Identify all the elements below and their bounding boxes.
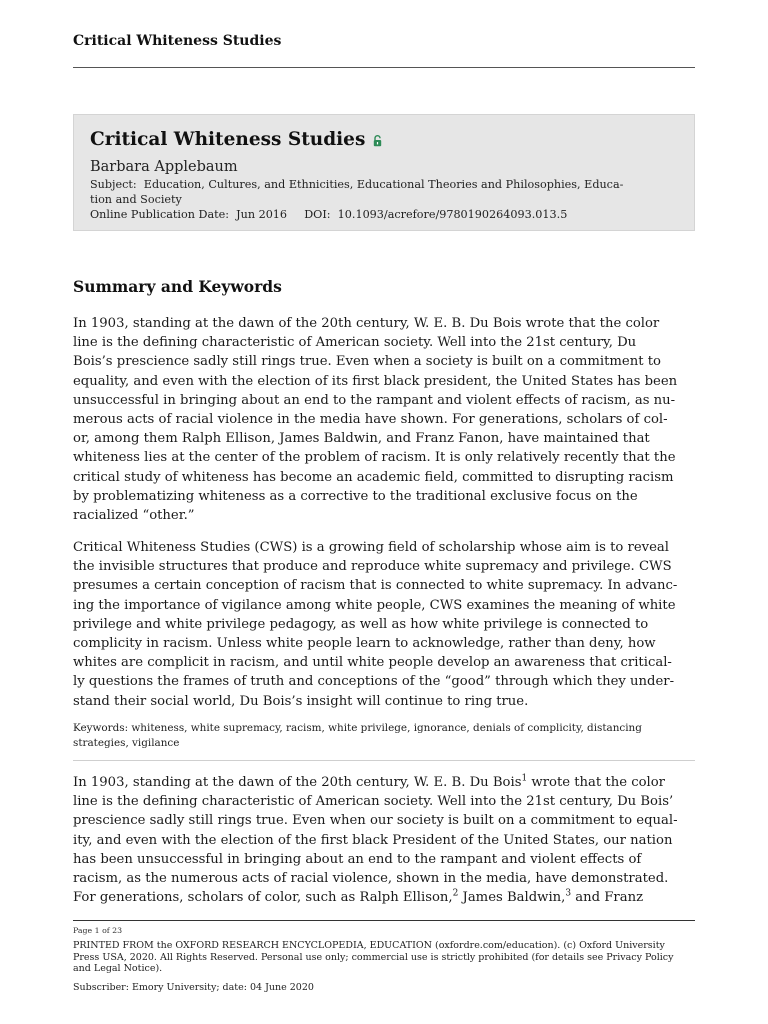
text-line: prescience sadly still rings true. Even when our society is built on a commitment to equal- bbox=[73, 813, 678, 829]
text-line: presumes a certain conception of racism that is connected to white supremacy. In advanc- bbox=[73, 578, 678, 594]
text-line: whiteness lies at the center of the problem of racism. It is only relatively recently that the bbox=[73, 450, 676, 466]
copyright-line: Press USA, 2020. All Rights Reserved. Personal use only; commercial use is strictly prohibited (for details see Privacy Policy bbox=[73, 951, 674, 963]
text-line: ing the importance of vigilance among white people, CWS examines the meaning of white bbox=[73, 597, 676, 613]
keywords-line: strategies, vigilance bbox=[73, 737, 180, 749]
text-line: line is the defining characteristic of American society. Well into the 21st century, Du Bois’ bbox=[73, 794, 674, 810]
text-line: In 1903, standing at the dawn of the 20th century, W. E. B. Du Bois$^1$ wrote that the color bbox=[73, 773, 665, 790]
footnote-ref-3[interactable]: 3 bbox=[565, 888, 572, 899]
subject-text-2: tion and Society bbox=[90, 193, 182, 206]
footnote-ref-1[interactable]: 1 bbox=[521, 773, 528, 784]
keywords bbox=[73, 721, 695, 751]
text-line: by problematizing whiteness as a corrective to the traditional exclusive focus on the bbox=[73, 488, 638, 504]
text-line: has been unsuccessful in bringing about an end to the rampant and violent effects of bbox=[73, 851, 642, 867]
keywords-divider bbox=[73, 760, 695, 761]
page-number: Page 1 of 23 bbox=[73, 926, 123, 935]
text-line: Bois’s prescience sadly still rings true. Even when a society is built on a commitment to bbox=[73, 354, 661, 370]
summary-paragraph-2 bbox=[73, 538, 695, 711]
text-line: line is the defining characteristic of American society. Well into the 21st century, Du bbox=[73, 335, 637, 351]
text-line: stand their social world, Du Bois’s insight will continue to ring true. bbox=[73, 693, 529, 709]
text-line: unsuccessful in bringing about an end to the rampant and violent effects of racism, as nu- bbox=[73, 392, 676, 408]
text-line: For generations, scholars of color, such as Ralph Ellison,$^2$ James Baldwin,$^3$ and Franz bbox=[73, 888, 644, 906]
body-paragraph-1 bbox=[73, 773, 695, 907]
text-line: complicity in racism. Unless white people learn to acknowledge, rather than deny, how bbox=[73, 636, 656, 652]
text-line: the invisible structures that produce and reproduce white supremacy and privilege. CWS bbox=[73, 559, 672, 575]
subject-line bbox=[90, 177, 678, 192]
publication-line bbox=[90, 207, 678, 222]
text-line: merous acts of racial violence in the media have shown. For generations, scholars of col- bbox=[73, 412, 668, 428]
pub-date: Jun 2016 bbox=[236, 208, 288, 221]
footer-divider bbox=[73, 920, 695, 921]
text-line: racism, as the numerous acts of racial violence, shown in the media, have demonstrated. bbox=[73, 871, 669, 887]
text-line: In 1903, standing at the dawn of the 20th century, W. E. B. Du Bois wrote that the color bbox=[73, 316, 660, 331]
running-head: Critical Whiteness Studies bbox=[73, 33, 282, 49]
footnote-ref-2[interactable]: 2 bbox=[452, 888, 459, 899]
text-line: critical study of whiteness has become an academic field, committed to disrupting racism bbox=[73, 469, 674, 485]
copyright-notice bbox=[73, 940, 695, 975]
article-info-box bbox=[73, 114, 695, 231]
doi-value[interactable]: 10.1093/acrefore/9780190264093.013.5 bbox=[337, 208, 568, 221]
doi-label: DOI: bbox=[304, 208, 331, 221]
pub-date-label: Online Publication Date: bbox=[90, 208, 229, 221]
open-access-lock-icon bbox=[373, 129, 382, 155]
summary-paragraph-1 bbox=[73, 314, 695, 525]
text-line: racialized “other.” bbox=[73, 508, 195, 524]
text-line: ity, and even with the election of the first black President of the United States, our nation bbox=[73, 832, 673, 848]
article-title: Critical Whiteness Studies bbox=[90, 129, 366, 150]
article-title-row bbox=[90, 125, 678, 155]
copyright-line: PRINTED FROM the OXFORD RESEARCH ENCYCLOPEDIA, EDUCATION (oxfordre.com/education). (c) Oxford University bbox=[73, 940, 665, 951]
keywords-line: Keywords: whiteness, white supremacy, racism, white privilege, ignorance, denials of complicity, distancing bbox=[73, 722, 642, 734]
text-line: or, among them Ralph Ellison, James Baldwin, and Franz Fanon, have maintained that bbox=[73, 431, 650, 447]
text-line: ly questions the frames of truth and conceptions of the “good” through which they under- bbox=[73, 674, 675, 690]
text-line: whites are complicit in racism, and until white people develop an awareness that critical- bbox=[73, 655, 672, 671]
text-line: Critical Whiteness Studies (CWS) is a growing field of scholarship whose aim is to reveal bbox=[73, 540, 670, 555]
author-name: Barbara Applebaum bbox=[90, 159, 238, 175]
subject-label: Subject: bbox=[90, 178, 137, 191]
copyright-line: and Legal Notice). bbox=[73, 963, 163, 974]
subject-text-1: Education, Cultures, and Ethnicities, Educational Theories and Philosophies, Educa- bbox=[143, 178, 624, 191]
text-line: equality, and even with the election of its first black president, the United States has been bbox=[73, 373, 678, 389]
text-line: privilege and white privilege pedagogy, as well as how white privilege is connected to bbox=[73, 616, 649, 632]
subscriber-info: Subscriber: Emory University; date: 04 June 2020 bbox=[73, 982, 314, 993]
header-divider bbox=[73, 67, 695, 68]
summary-heading: Summary and Keywords bbox=[73, 277, 282, 296]
